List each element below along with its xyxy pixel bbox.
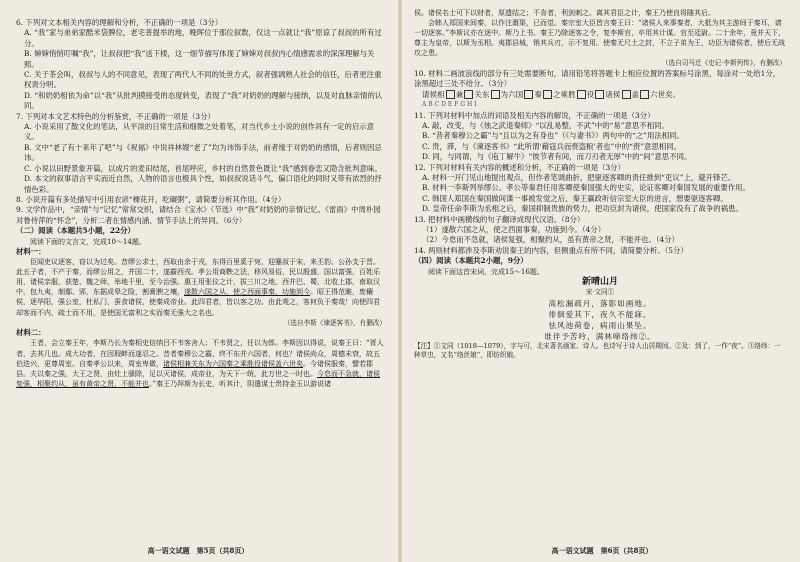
section-4-instruction: 阅读下面这首宋词，完成15～16题。 bbox=[428, 267, 544, 276]
poem-line: 高松漏疏月，落影如画地。 bbox=[548, 298, 652, 308]
material-2-source: （选自司马迁《史记·李斯列传》，有删改） bbox=[661, 59, 786, 68]
q10-box-h bbox=[622, 90, 631, 99]
q12-stem: 12. 下列对材料有关内容的概述和分析，不正确的一项是（3分） bbox=[414, 162, 625, 172]
section-4-heading: （四）阅读（本题共2小题，9分） bbox=[414, 256, 528, 266]
material-2-continued: 侯。诸侯名士可下以财者，厚遗结之；不肯者，利剑刺之。离其君臣之计，秦王乃使良将随其后。 bbox=[414, 9, 715, 17]
material-2-underlined: 今怠而不急就，诸侯复强，相聚约从，虽有黄帝之贤，不能并也 bbox=[16, 369, 380, 388]
q10-letter: A bbox=[422, 101, 427, 109]
q6-stem: 6. 下列对文本相关内容的理解和分析，不正确的一项是（3分） bbox=[16, 18, 223, 27]
page-5 bbox=[0, 0, 396, 562]
page-6-content bbox=[414, 8, 786, 361]
page-fold bbox=[398, 0, 402, 562]
q10-letter: C bbox=[434, 101, 440, 109]
q10-box-b bbox=[464, 90, 473, 99]
material-1-underlined: 遂散六国之从，使之西面事秦，功施到今 bbox=[184, 288, 310, 297]
q10-box-g bbox=[595, 90, 604, 99]
material-2-label: 材料二： bbox=[16, 328, 46, 337]
poem-author: 宋·文同① bbox=[585, 288, 615, 297]
q9: 9. 文学作品中，“亲情”与“记忆”常常交织，请结合《宝水》（节选）中“我”对奶奶的亲情记忆、《雷雨》中周朴园对鲁侍萍的“怀念”，分析二者在情感内涵、情节手法上的异同。（6分） bbox=[16, 205, 381, 225]
q12-option-a: A. 材料一开门见山地提出观点，但作者笔调曲折，把驱逐客卿的责任推到“吏议”上，避开锋芒。 bbox=[422, 172, 736, 182]
q10-letter: D bbox=[441, 101, 446, 109]
material-2-part-b: 。今诸侯服秦，譬若郡县。夫以秦之强，大王之贤，由灶上骚除，足以灭诸侯，成帝业，为天下一统，此万世之一时也。 bbox=[16, 359, 373, 378]
page-6 bbox=[404, 0, 800, 562]
q10-options bbox=[414, 90, 786, 100]
section-instruction: 阅读下面的文言文，完成10～14题。 bbox=[30, 237, 146, 246]
material-2-text bbox=[16, 338, 386, 388]
q14: 14. 两则材料都涉及李斯劝说秦王的内容，但侧重点有所不同，请简要分析。（5分） bbox=[414, 245, 688, 255]
q11-option-b: B. “昔者秦穆公之霸”与“且以为之有身也”（《与妻书》）两句中的“之”用法相同。 bbox=[422, 131, 684, 141]
q10-seg-5: 之乘胜 bbox=[552, 89, 576, 99]
q10-seg-7: 诸侯 bbox=[605, 89, 621, 99]
q6-option-b: B. 婶婶悄悄叮嘱“我”，让叔叔把“我”送下楼，这一细节描写体现了婶婶对叔叔内心情感需求的深深理解与关照。 bbox=[24, 49, 375, 69]
material-1-text bbox=[16, 257, 386, 318]
page-5-content bbox=[16, 18, 386, 389]
page-6-footer: 高一语文试题 第6页（共8页） bbox=[551, 546, 653, 555]
q10-box-i bbox=[640, 90, 649, 99]
poem-line: 徘徊爱其下，夜久不能寐。 bbox=[548, 309, 652, 319]
q11-option-a: A. 敲，改变，与《烛之武退秦师》“以乱易整，不武”中的“易”意思不相同。 bbox=[422, 120, 669, 130]
q10-seg-4: 秦 bbox=[534, 89, 542, 99]
q11-stem: 11. 下列对材料中加点的词语及相关内容的解说，不正确的一项是（3分） bbox=[414, 110, 655, 120]
material-2-paragraph: 会韩人郑国来间秦，以作注溉渠，已而觉。秦宗室大臣皆言秦王曰：“诸侯人来事秦者，大抵为其主游间于秦耳，请一切逐客。”李斯议亦在逐中。斯乃上书。秦王乃除逐客之令，复李斯官，卒用其计谋。官至廷尉。二十余年，竟并天下，尊主为皇帝，以斯为丞相。夷郡县城，销其兵刃，示不复用。使秦无尺土之封，不立子弟为王，功臣为诸侯者，使后无战攻之患。 bbox=[414, 19, 786, 58]
q11-option-c: C. 贵，滞，与《谏逐客书》“此所谓‘藉寇兵而赍盗粮’者也”中的“赍”意思相同。 bbox=[422, 141, 682, 151]
q10-letter: G bbox=[460, 101, 466, 109]
q6-option-a: A. “我”家与弟弟家酷米袋脾位，老宅普提举的地，晚晖位于那位叙数，仅这一点就让“我”原谅了叔叔的所有过分。 bbox=[24, 28, 382, 48]
q10-seg-8: 盖 bbox=[631, 89, 640, 99]
material-2-part-a: 王者，会立秦王年，李斯乃长为秦相史信纳吕不韦客舍人；不韦贤之，任以为郎。李斯因以得说，说秦王曰：“胥人者，去其几也。成大功者，在因瑕衅而遂忍之。昔者秦穆公之霸，终不东并六国者，何也？诸侯尚众，周德未衰，故五伯迭兴，更尊周室。自秦孝公以来，周室卑微， bbox=[16, 339, 384, 368]
q7-stem: 7. 下列对本文艺术特色的分析鉴赏，不正确的一项是（3分） bbox=[16, 111, 215, 121]
material-1-part-b: 。昭王得范雎，废穰侯，逐华阳，强公室，杜私门，蚕食诸侯，使秦成帝业。此四君者，皆以客之功。由此观之，客何负于秦哉！向使四君却客而不内，疏士而不用，是使国无富利之实而秦无强大之名也。 bbox=[16, 288, 380, 317]
q10-letter: E bbox=[447, 101, 453, 109]
poem-title: 新晴山月 bbox=[581, 276, 618, 287]
q10-letter: H bbox=[466, 101, 473, 109]
section-heading: （二）阅读（本题共5小题，22分） bbox=[16, 226, 135, 236]
q10-box-c bbox=[491, 90, 500, 99]
q7-option-b: B. 文中“老了有十来年了吧”与《祝福》中说祥林嫂“老了”均为讳饰手法，前者缘于对奶奶的感情，后者则因忌讳。 bbox=[24, 142, 382, 163]
q10-box-f bbox=[577, 90, 586, 99]
q10-box-d bbox=[524, 90, 533, 99]
q7-option-d: D. 本文的叙事语言平实而近自然，人物的语言也极具个性，如叔叔说话斗气，偏口语化的同时又带有浓烈的抒情色彩。 bbox=[24, 174, 382, 194]
q10-seg-2: 关东 bbox=[474, 89, 490, 99]
q10-seg-9: 六世矣。 bbox=[650, 89, 681, 99]
poem-note: 【注】①文同（1018—1079），字与可，北宋著名画家、诗人。也诗写于诗人山居期间。②及：到了，一作“夜”。③络纬：一种草虫，又名“络丝娘”，即纺织娘。 bbox=[414, 341, 781, 360]
q13: 13. 把材料中画横线的句子翻译成现代汉语。（8分） bbox=[414, 214, 585, 224]
poem-line: 怯风池荷卷，病雨山果坠。 bbox=[548, 320, 652, 330]
q10-letter: I bbox=[474, 101, 477, 109]
q6-option-c: C. 关于茶会叫，叔叔与人的不同意见，表现了两代人不同的处世方式，叙者强调熟人社会的信任，后者更注重权责分明。 bbox=[24, 70, 382, 90]
q12-option-b: B. 材料一李斯列举缪公、孝公等秦君任用客卿使秦国强大的史实，论证客卿对秦国发展的重要作用。 bbox=[422, 183, 750, 193]
q11-option-d: D. 同，与同谓，与《庖丁解牛》“彼节者有间，而刀刃者无厚”中的“间”意思不同。 bbox=[422, 152, 692, 162]
q10: 10. 材料二画波浪线的部分有三处需要断句，请用铅笔将答题卡上相应位置的答案标号涂黑，每涂对一处给1分，涂黑超过三处不给分。（3分） bbox=[414, 68, 781, 89]
q10-seg-6: 役 bbox=[586, 89, 595, 99]
q6-option-d: D. “和奶奶相依为命”以“我”从批判摸接受的态度转变，表现了“我”对奶奶的理解与接纳，以及对血脉亲情的认同。 bbox=[24, 90, 383, 111]
q7-option-a: A. 小说采用了散文化的笔法，从平淡的日常生活和细微之处着笔，对当代乡土小说的创作具有一定的启示意义。 bbox=[24, 122, 375, 142]
q10-letter: B bbox=[428, 101, 433, 109]
q10-seg-0: 请侯相 bbox=[422, 89, 445, 99]
q7-option-c: C. 小说以田野景象开篇，以成片的麦田结尾，首尾呼应，乡村的自然景色既让“我”感到眷恋又隐含批判意味。 bbox=[24, 163, 382, 173]
page-5-footer: 高一语文试题 第5页（共8页） bbox=[147, 546, 249, 555]
q10-box-e bbox=[543, 90, 552, 99]
q10-box-a bbox=[446, 90, 455, 99]
q10-seg-1: 兼 bbox=[455, 89, 464, 99]
material-1-part-a: 臣闻吏议逐客，窃以为过矣。昔缪公求士，西取由余于戎，东得百里奚于宛，迎蹇叔于宋，来丕豹、公孙支于晋。此五子者，不产于秦，而缪公用之，并国二十，遂霸西戎。孝公用商鞅之法，移风易俗，民以殷盛，国以富强，百姓乐用，诸侯亲服，获楚、魏之师，举地千里，至今治强。惠王用张仪之计，拔三川之地，西并巴、蜀，北收上郡，南取汉中，包九夷，制鄢、郢，东据成皋之险，割膏腴之壤， bbox=[16, 258, 380, 297]
material-2-wavy: 诸侯相兼关东为六国秦之乘胜役诸侯盖六世矣 bbox=[163, 359, 303, 368]
poem-line: 谁伴予苦吟，满林啼络纬②。 bbox=[544, 331, 656, 341]
material-1-label: 材料一： bbox=[16, 246, 46, 256]
q12-option-d: D. 皇帝任命李斯为丞相之后，秦国抑制贵族的势力，把功臣封为诸侯，使国家没有了战争的祸患。 bbox=[422, 204, 743, 214]
q10-letters bbox=[414, 100, 786, 110]
q13-part-2: （2）今怠而不急就，诸侯复强，相聚约从，虽有黄帝之贤，不能并也。（4分） bbox=[422, 235, 679, 245]
q10-seg-3: 为六国 bbox=[500, 89, 524, 99]
material-2-part-c: 。”秦王乃拜斯为长史，听其计，阴遣谋士贵持金玉以游说诸 bbox=[149, 379, 332, 388]
q8: 8. 小说开篇有多处描写中引用农谚“稞花开，吃碾粥”，请简要分析其作用。（4分） bbox=[16, 194, 286, 204]
q10-letter: F bbox=[454, 101, 459, 109]
q12-option-c: C. 韩国人郑国在秦国做间谍一事被发觉之后，秦王赢政听信宗室大臣的进言，想要驱逐客卿。 bbox=[422, 193, 728, 203]
q13-part-1: （1）遂散六国之从，使之西面事秦，功施到今。（4分） bbox=[422, 224, 606, 234]
material-1-source: （选自李斯《谏逐客书》，有删改） bbox=[283, 318, 386, 327]
